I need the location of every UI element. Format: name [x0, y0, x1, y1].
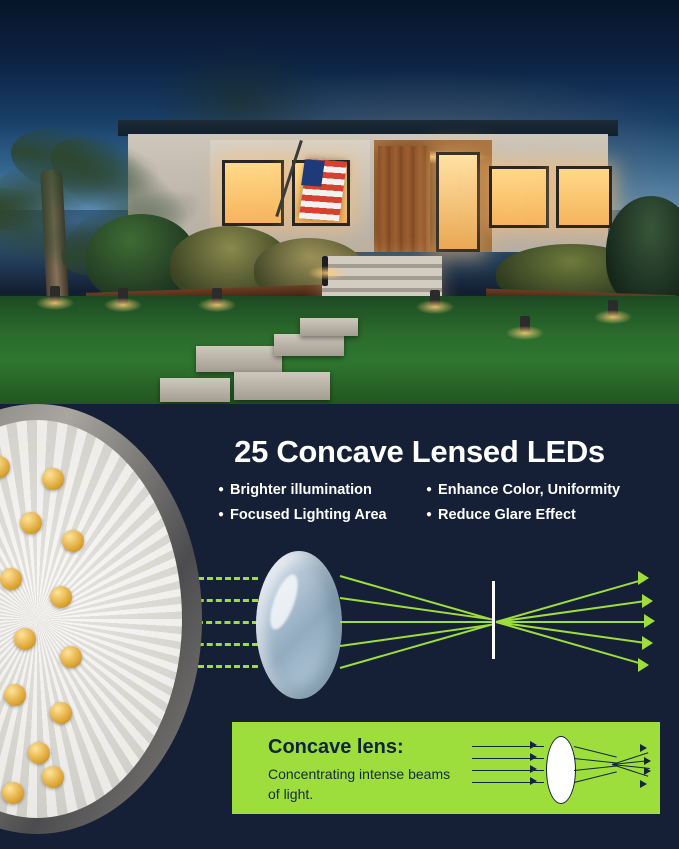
ray-arrow-icon	[642, 594, 653, 608]
walkway-paver	[274, 334, 344, 356]
ray-arrow-icon	[642, 636, 653, 650]
mini-lens-shape	[546, 736, 576, 804]
feature-bullet-list	[218, 482, 658, 523]
front-door	[378, 146, 430, 252]
walkway-paver	[160, 378, 230, 402]
converging-ray	[340, 575, 491, 620]
path-light	[322, 256, 328, 286]
concave-lens-callout	[232, 722, 660, 814]
callout-title: Concave lens:	[268, 736, 404, 758]
outgoing-ray	[496, 621, 645, 644]
entry-sidelight-window	[436, 152, 480, 252]
landscape-light	[608, 300, 618, 316]
focal-plane-marker	[492, 581, 495, 659]
panel-headline: 25 Concave Lensed LEDs	[234, 434, 605, 469]
walkway-paver	[234, 372, 330, 400]
lens-ray-diagram	[150, 545, 670, 705]
mini-lens-diagram	[472, 732, 648, 806]
ray-arrow-icon	[638, 658, 649, 672]
outgoing-ray	[496, 580, 641, 623]
feature-bullet: ● Reduce Glare Effect	[426, 507, 658, 523]
walkway-paver	[196, 346, 282, 372]
feature-bullet: ● Brighter illumination	[218, 482, 426, 498]
concave-lens-shape	[256, 551, 342, 699]
window-right-1	[489, 166, 549, 228]
outgoing-ray	[496, 621, 646, 623]
converging-ray	[340, 624, 493, 647]
feature-bullet: ● Focused Lighting Area	[218, 507, 426, 523]
hero-photo	[0, 0, 679, 404]
callout-subtitle: Concentrating intense beams of light.	[268, 766, 451, 803]
landscape-light	[50, 286, 60, 302]
feature-bullet: ● Enhance Color, Uniformity	[426, 482, 658, 498]
ray-arrow-icon	[644, 614, 655, 628]
outgoing-ray	[496, 600, 645, 623]
outgoing-ray	[496, 621, 641, 664]
converging-ray	[340, 597, 493, 620]
landscape-light	[430, 290, 440, 306]
ray-arrow-icon	[638, 571, 649, 585]
converging-ray	[340, 621, 494, 623]
walkway-paver	[300, 318, 358, 336]
window-right-2	[556, 166, 612, 228]
converging-ray	[340, 624, 491, 669]
landscape-light	[118, 288, 128, 304]
flag-canton	[301, 159, 325, 186]
landscape-light	[520, 316, 530, 332]
landscape-light	[212, 288, 222, 304]
